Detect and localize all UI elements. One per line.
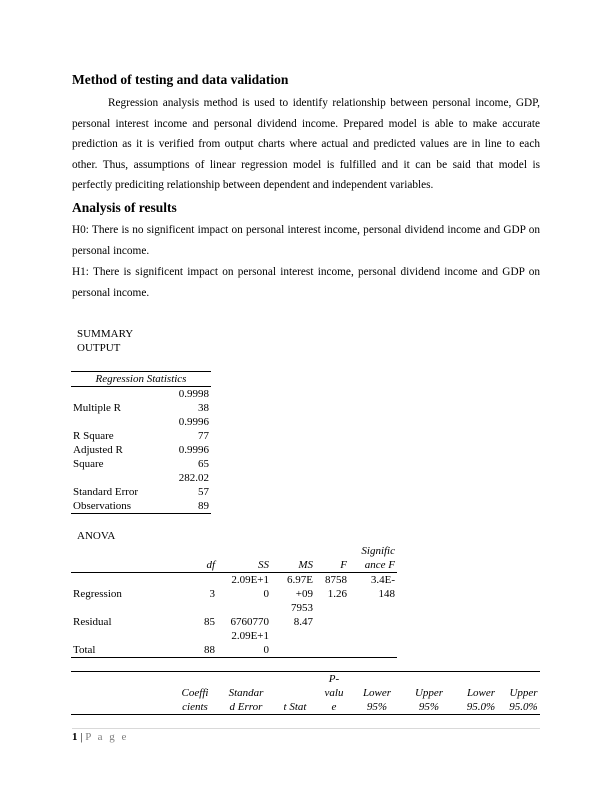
results-heading: Analysis of results — [72, 200, 177, 215]
page-footer — [72, 728, 540, 743]
coef-header-lower-95-0: Lower 95.0% — [455, 672, 507, 715]
coef-header-upper-95: Upper 95% — [403, 672, 455, 715]
adjusted-r-square-label: Adjusted R Square — [73, 444, 123, 470]
table-row — [71, 499, 211, 514]
summary-title: SUMMARY OUTPUT — [77, 328, 134, 354]
coefficients-table — [71, 671, 540, 715]
footer-separator: | — [77, 731, 86, 743]
adjusted-r-square-value: 0.9996 65 — [178, 444, 209, 470]
coef-header-coefficients: Coeffi cients — [171, 672, 219, 715]
coefficients-header-row — [71, 672, 540, 715]
table-row — [71, 471, 211, 499]
anova-regression-row: Regression 3 2.09E+1 0 6.97E +09 8758 1.26 3.4E- 148 — [73, 574, 395, 600]
page-number: 1 — [72, 731, 78, 743]
multiple-r-value: 0.9998 38 — [178, 388, 209, 414]
page-label: P a g e — [85, 731, 129, 743]
anova-table — [71, 544, 397, 658]
observations-value: 89 — [163, 499, 211, 514]
coef-header-t-stat: t Stat — [273, 672, 317, 715]
multiple-r-label: Multiple R — [73, 402, 121, 414]
hypothesis-h0: H0: There is no significent impact on personal interest income, personal dividend income and GDP on personal income. — [72, 224, 540, 257]
anova-total-row: Total 88 2.09E+1 0 — [71, 629, 397, 658]
r-square-value: 0.9996 77 — [178, 416, 209, 442]
method-paragraph: Regression analysis method is used to identify relationship between personal income, GDP, personal interest income and personal dividend income. Prepared model is able to make accurate prediction as it is verified from output charts where actual and predicted values are in line to each other. Thus, assumptions of linear regression model is fulfilled and it can be said that model is perfectly prediciting relationship between dependent and independent variables. — [72, 97, 540, 191]
regstats-header: Regression Statistics — [71, 372, 211, 387]
regstats-header-row — [71, 372, 211, 387]
anova-header-significance-f: Signific ance F — [349, 544, 397, 573]
coef-header-upper-95-0: Upper 95.0% — [507, 672, 540, 715]
anova-header-f: F — [315, 544, 349, 573]
r-square-label: R Square — [73, 430, 114, 442]
table-row — [71, 415, 211, 443]
standard-error-label: Standard Error — [73, 486, 139, 498]
coef-header-standard-error: Standar d Error — [219, 672, 273, 715]
method-heading: Method of testing and data validation — [72, 72, 289, 87]
table-row — [71, 387, 211, 416]
standard-error-value: 282.02 57 — [178, 472, 209, 498]
coef-header-lower-95: Lower 95% — [351, 672, 403, 715]
hypothesis-h1: H1: There is significent impact on personal interest income, personal dividend income and GDP on personal income. — [72, 266, 540, 299]
anova-residual-row: Residual 85 6760770 7953 8.47 — [73, 602, 313, 628]
anova-header-df: df — [163, 544, 217, 573]
regression-statistics-table — [71, 371, 211, 514]
coef-header-p-value: P- valu e — [317, 672, 351, 715]
anova-header-ss: SS — [217, 544, 271, 573]
anova-header-row — [71, 544, 397, 573]
observations-label: Observations — [71, 499, 163, 514]
anova-header-ms: MS — [271, 544, 315, 573]
table-row — [71, 443, 211, 471]
anova-title: ANOVA — [77, 530, 116, 542]
